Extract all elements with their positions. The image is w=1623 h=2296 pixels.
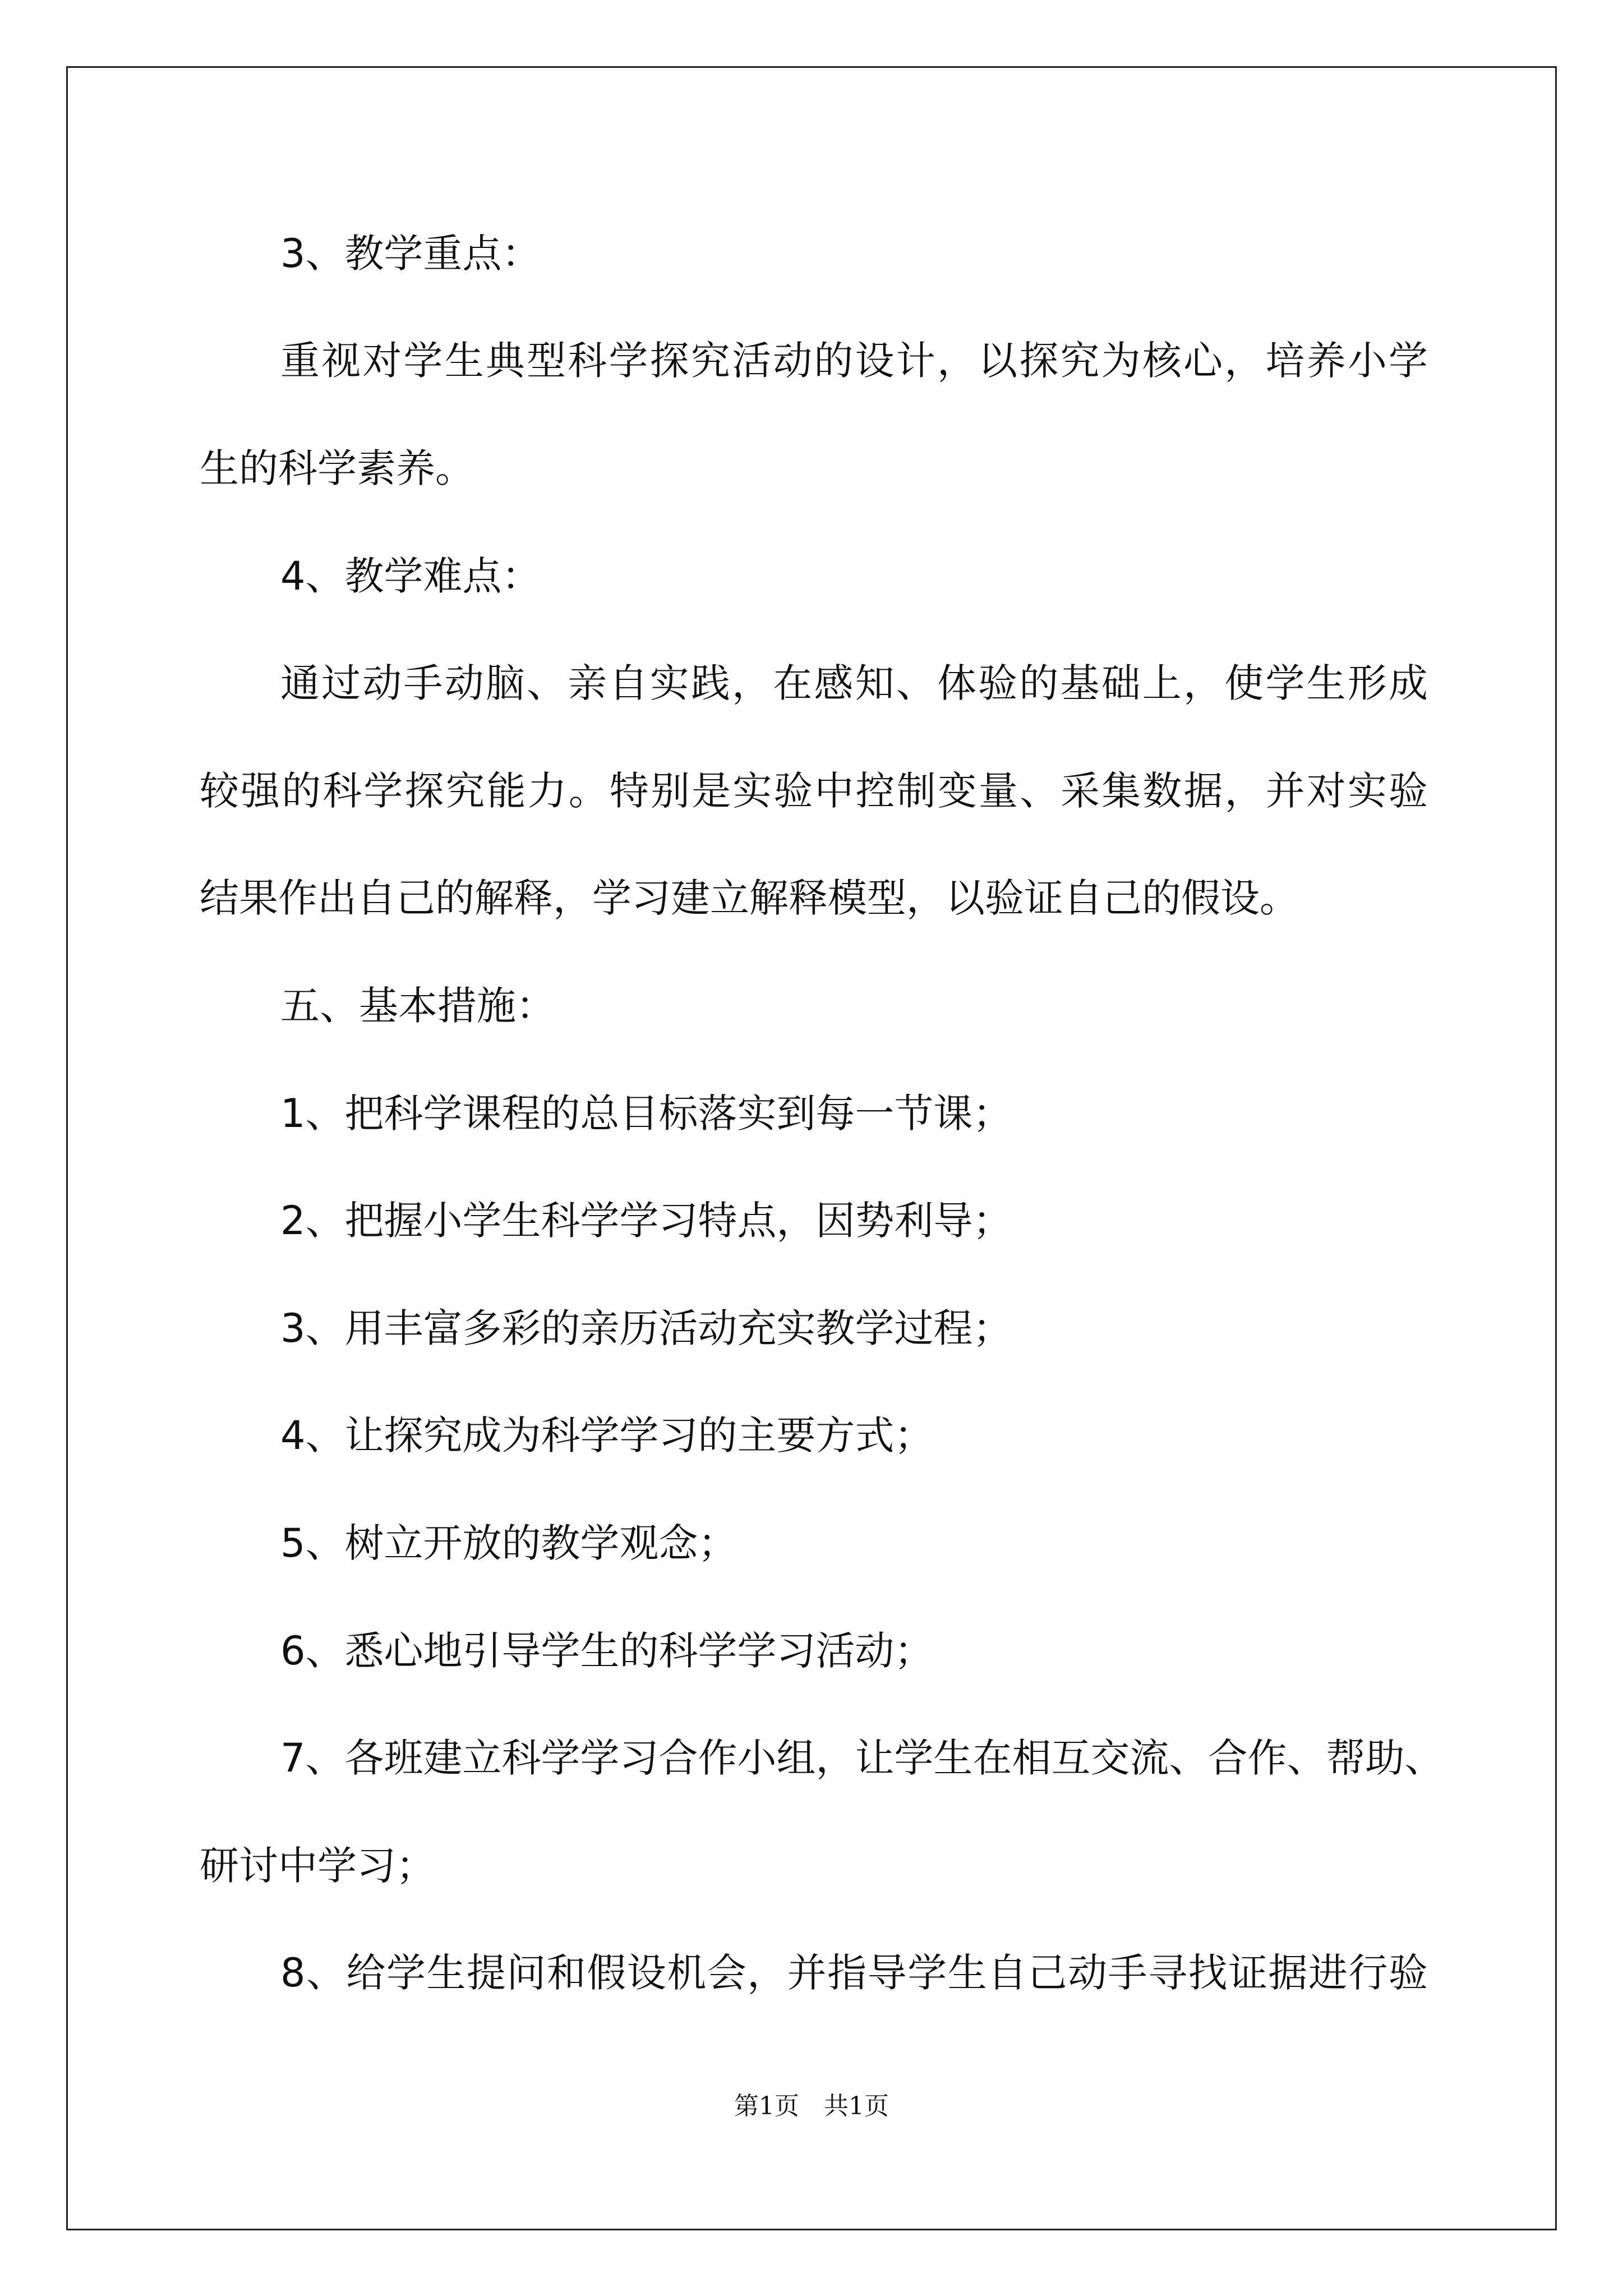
list-item: 4、让探究成为科学学习的主要方式； bbox=[280, 1412, 934, 1458]
paragraph-line: 较强的科学探究能力。特别是实验中控制变量、采集数据，并对实验 bbox=[200, 768, 1428, 814]
list-item: 5、树立开放的教学观念； bbox=[280, 1520, 737, 1566]
list-item: 8、给学生提问和假设机会，并指导学生自己动手寻找证据进行验 bbox=[280, 1950, 1428, 1996]
paragraph-line: 重视对学生典型科学探究活动的设计，以探究为核心，培养小学 bbox=[280, 338, 1428, 384]
page-border bbox=[66, 66, 1557, 2230]
page-footer: 第1页 共1页 bbox=[734, 2092, 889, 2120]
list-item: 1、把科学课程的总目标落实到每一节课； bbox=[280, 1091, 1012, 1137]
paragraph-line: 结果作出自己的解释，学习建立解释模型，以验证自己的假设。 bbox=[200, 875, 1299, 921]
list-item-continuation: 研讨中学习； bbox=[200, 1843, 435, 1889]
heading-teaching-difficulty: 4、教学难点： bbox=[280, 553, 541, 599]
list-item: 3、用丰富多彩的亲历活动充实教学过程； bbox=[280, 1305, 1012, 1351]
paragraph-line: 生的科学素养。 bbox=[200, 445, 474, 491]
heading-teaching-focus: 3、教学重点： bbox=[280, 231, 541, 277]
list-item: 7、各班建立科学学习合作小组，让学生在相互交流、合作、帮助、 bbox=[280, 1735, 1444, 1781]
list-item: 2、把握小学生科学学习特点，因势利导； bbox=[280, 1198, 1012, 1244]
heading-basic-measures: 五、基本措施： bbox=[280, 983, 555, 1029]
paragraph-line: 通过动手动脑、亲自实践，在感知、体验的基础上，使学生形成 bbox=[280, 660, 1428, 706]
list-item: 6、悉心地引导学生的科学学习活动； bbox=[280, 1628, 934, 1674]
